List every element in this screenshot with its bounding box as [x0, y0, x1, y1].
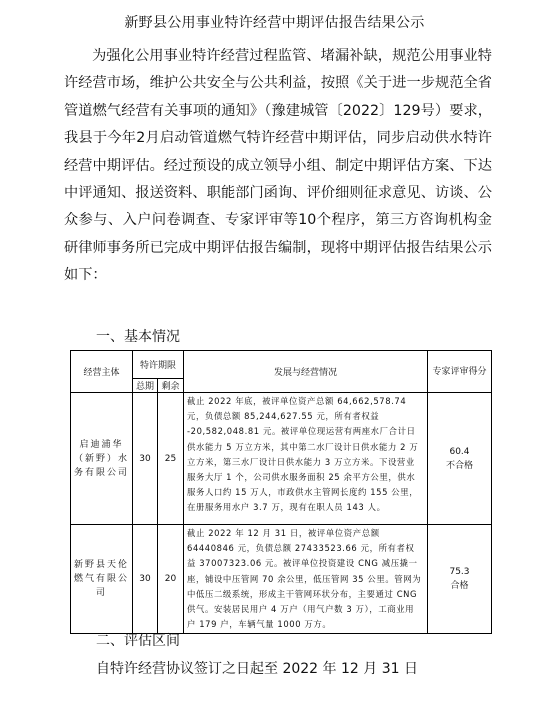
score-cell [428, 393, 492, 525]
score-value: 60.4 [449, 446, 470, 457]
header-expert-score: 专家评审得分 [428, 351, 492, 393]
table-row [71, 525, 492, 634]
intro-paragraph [64, 43, 492, 290]
evaluation-period-text: 自特许经营协议签订之日起至 2022 年 12 月 31 日 [96, 661, 418, 677]
basic-info-table [70, 350, 492, 634]
remaining-period-cell: 25 [158, 393, 184, 525]
remaining-period-cell: 20 [158, 525, 184, 634]
header-period: 特许期限 [133, 351, 184, 379]
score-grade: 合格 [450, 581, 469, 592]
score-cell [428, 525, 492, 634]
development-cell: 截止 2022 年底，被评单位资产总额 64,662,578.74 元，负债总额 85,244,627.55 元，所有者权益 -20,582,048.81 元。被评单位现运营有两座水厂合计日供水能力 5 万立方米，其中第二水厂设计日供水能力 2 万立方米，第三水厂设计日供水能力 3 万立方米。下设营业服务大厅 1 个，公司供水服务面积 25 余平方公里，供水服务人口约 15 万人，市政供水主管网长度约 155 公里，在册服务用水户 3.7 万，现有在职人员 143 人。 [184, 393, 428, 525]
intro-text: 为强化公用事业特许经营过程监管、堵漏补缺，规范公用事业特许经营市场，维护公共安全与公共利益，按照《关于进一步规范全省管道燃气经营有关事项的通知》（豫建城管〔2022〕129号）要求，我县于今年2月启动管道燃气特许经营中期评估，同步启动供水特许经营中期评估。经过预设的成立领导小组、制定中期评估方案、下达中评通知、报送资料、职能部门函询、评价细则征求意见、访谈、公众参与、入户问卷调查、专家评审等10个程序，第三方咨询机构金研律师事务所已完成中期评估报告编制，现将中期评估报告结果公示如下： [64, 48, 492, 284]
header-remaining: 剩余 [158, 379, 184, 393]
table-header-row [71, 351, 492, 379]
section-heading-evaluation-period: 二、评估区间 [96, 633, 180, 649]
header-total: 总期 [133, 379, 158, 393]
header-operator: 经营主体 [71, 351, 133, 393]
operator-cell: 启迪浦华（新野）水务有限公司 [71, 393, 133, 525]
total-period-cell: 30 [133, 393, 158, 525]
operator-cell: 新野县天伦燃气有限公司 [71, 525, 133, 634]
header-development: 发展与经营情况 [184, 351, 428, 393]
section-heading-basic-info: 一、基本情况 [96, 329, 180, 345]
score-value: 75.3 [449, 567, 470, 578]
document-title: 新野县公用事业特许经营中期评估报告结果公示 [124, 15, 425, 31]
score-grade: 不合格 [446, 460, 474, 471]
total-period-cell: 30 [133, 525, 158, 634]
development-cell: 截止 2022 年 12 月 31 日，被评单位资产总额 64440846 元，负债总额 27433523.66 元，所有者权益 37007323.06 元。被评单位投资建设 CNG 减压撬一座，铺设中压管网 70 余公里，低压管网 35 公里。管网为中低压二级系统，形成主干管网环状分布，主要通过 CNG 供气。安装居民用户 4 万户（用气户数 3 万），工商业用户 179 户，车辆气量 1000 万方。 [184, 525, 428, 634]
table-row [71, 393, 492, 525]
